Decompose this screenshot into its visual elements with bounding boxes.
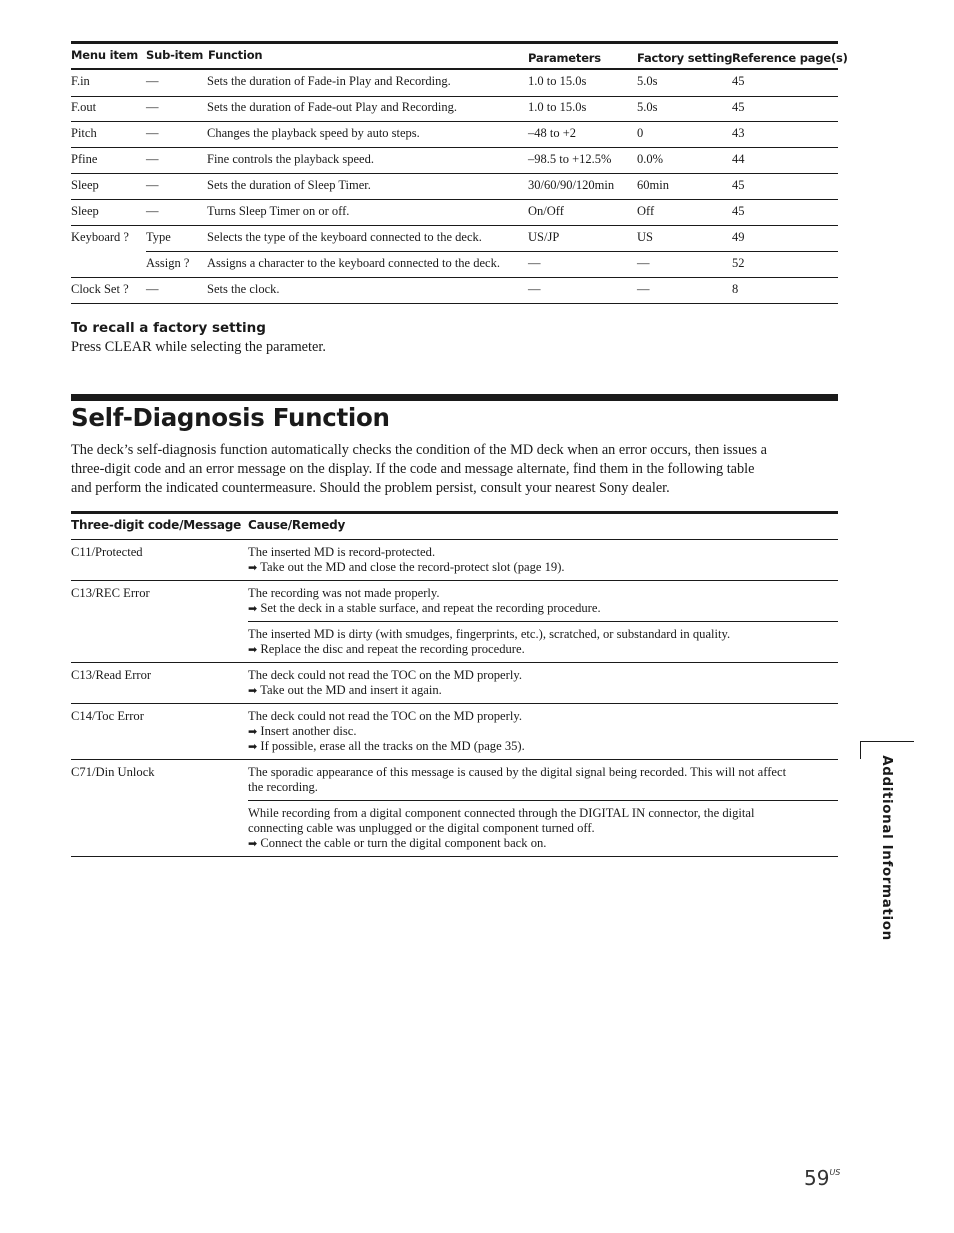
- remedy-text: Set the deck in a stable surface, and repeat the recording procedure.: [260, 601, 601, 615]
- intro-line: The deck’s self-diagnosis function automatically checks the condition of the MD deck when an error occurs, then issues a: [71, 442, 767, 458]
- code-cell: C13/Read Error: [71, 668, 152, 682]
- function-cell: Fine controls the playback speed.: [207, 152, 374, 166]
- function-cell: Sets the duration of Sleep Timer.: [207, 178, 371, 192]
- remedy-line: [248, 739, 525, 754]
- factory-cell: US: [637, 230, 653, 244]
- reference-cell: 45: [732, 100, 745, 114]
- function-cell: Sets the clock.: [207, 282, 280, 296]
- remedy-text: Connect the cable or turn the digital component back on.: [260, 836, 547, 850]
- subitem-cell: —: [146, 152, 159, 166]
- function-cell: Sets the duration of Fade-out Play and Recording.: [207, 100, 457, 114]
- remedy-text: Insert another disc.: [260, 724, 357, 738]
- remedy-line: [248, 642, 525, 657]
- function-cell: Selects the type of the keyboard connected to the deck.: [207, 230, 482, 244]
- factory-recall-text: Press CLEAR while selecting the parameter.: [71, 339, 326, 355]
- subitem-cell: Type: [146, 230, 171, 244]
- arrow-right-icon: ➡: [248, 602, 258, 615]
- intro-line: and perform the indicated countermeasure. Should the problem persist, consult your nearest Sony dealer.: [71, 480, 670, 496]
- reference-cell: 45: [732, 178, 745, 192]
- parameters-cell: 30/60/90/120min: [528, 178, 615, 192]
- arrow-right-icon: ➡: [248, 561, 258, 574]
- parameters-cell: —: [528, 256, 541, 270]
- code-cell: C11/Protected: [71, 545, 143, 559]
- function-cell: Changes the playback speed by auto steps.: [207, 126, 420, 140]
- arrow-right-icon: ➡: [248, 740, 258, 753]
- row-rule: [71, 277, 838, 278]
- cause-cell: The inserted MD is dirty (with smudges, fingerprints, etc.), scratched, or substandard in quality.: [248, 627, 731, 641]
- col-header-reference-pages: Reference page(s): [732, 51, 848, 65]
- row-rule: [146, 251, 838, 252]
- reference-cell: 8: [732, 282, 739, 296]
- col-header-cause: Cause/Remedy: [248, 518, 346, 532]
- col-header-sub-item: Sub-item: [146, 48, 204, 62]
- row-rule: [71, 173, 838, 174]
- side-tab-rule: [860, 741, 914, 742]
- parameters-cell: 1.0 to 15.0s: [528, 100, 587, 114]
- section-thick-rule: [71, 394, 838, 401]
- diag-row-rule: [71, 759, 838, 760]
- factory-cell: 0: [637, 126, 644, 140]
- menu-cell: F.out: [71, 100, 97, 114]
- diag-subrow-rule: [248, 621, 838, 622]
- factory-cell: Off: [637, 204, 655, 218]
- subitem-cell: —: [146, 282, 159, 296]
- menu-cell: Clock Set ?: [71, 282, 129, 296]
- diag-subrow-rule: [248, 800, 838, 801]
- subitem-cell: Assign ?: [146, 256, 190, 270]
- reference-cell: 45: [732, 74, 745, 88]
- parameters-cell: —: [528, 282, 541, 296]
- reference-cell: 49: [732, 230, 745, 244]
- subitem-cell: —: [146, 100, 159, 114]
- row-rule: [71, 199, 838, 200]
- function-cell: Turns Sleep Timer on or off.: [207, 204, 350, 218]
- factory-cell: —: [637, 282, 650, 296]
- remedy-text: Take out the MD and insert it again.: [260, 683, 442, 697]
- intro-paragraph: [71, 441, 846, 498]
- cause-cell: The deck could not read the TOC on the MD properly.: [248, 668, 522, 682]
- side-tab-label: Additional Information: [879, 755, 895, 941]
- subitem-cell: —: [146, 204, 159, 218]
- remedy-line: [248, 560, 565, 575]
- subitem-cell: —: [146, 178, 159, 192]
- diag-row-rule: [71, 703, 838, 704]
- cause-cell: The recording was not made properly.: [248, 586, 440, 600]
- factory-cell: 0.0%: [637, 152, 664, 166]
- menu-cell: F.in: [71, 74, 90, 88]
- factory-cell: 5.0s: [637, 74, 658, 88]
- table-bottom-rule: [71, 303, 838, 304]
- cause-cell: [248, 765, 786, 795]
- menu-cell: Pfine: [71, 152, 98, 166]
- top-thick-rule: [71, 41, 838, 44]
- diag-top-rule: [71, 511, 838, 514]
- remedy-line: [248, 836, 546, 851]
- cause-line: the recording.: [248, 780, 318, 794]
- page-number: [804, 1166, 840, 1190]
- remedy-text: If possible, erase all the tracks on the MD (page 35).: [260, 739, 525, 753]
- remedy-text: Take out the MD and close the record-protect slot (page 19).: [260, 560, 565, 574]
- menu-cell: Keyboard ?: [71, 230, 129, 244]
- menu-cell: Pitch: [71, 126, 97, 140]
- header-rule: [71, 68, 838, 70]
- col-header-code: Three-digit code/Message: [71, 518, 242, 532]
- diag-row-rule: [71, 662, 838, 663]
- subitem-cell: —: [146, 74, 159, 88]
- col-header-parameters: Parameters: [528, 51, 601, 65]
- page-number-value: 59: [804, 1166, 830, 1190]
- intro-line: three-digit code and an error message on the display. If the code and message alternate, find them in the following table: [71, 461, 755, 477]
- row-rule: [71, 147, 838, 148]
- diag-bottom-rule: [71, 856, 838, 857]
- reference-cell: 52: [732, 256, 745, 270]
- col-header-menu-item: Menu item: [71, 48, 139, 62]
- arrow-right-icon: ➡: [248, 643, 258, 656]
- parameters-cell: 1.0 to 15.0s: [528, 74, 587, 88]
- cause-cell: [248, 806, 755, 836]
- reference-cell: 45: [732, 204, 745, 218]
- cause-line: While recording from a digital component connected through the DIGITAL IN connector, the digital: [248, 806, 755, 820]
- row-rule: [71, 121, 838, 122]
- arrow-right-icon: ➡: [248, 725, 258, 738]
- col-header-function: Function: [208, 48, 263, 62]
- arrow-right-icon: ➡: [248, 684, 258, 697]
- cause-cell: The inserted MD is record-protected.: [248, 545, 436, 559]
- side-tab-tick: [860, 741, 861, 759]
- diag-header-rule: [71, 539, 838, 540]
- reference-cell: 43: [732, 126, 745, 140]
- code-cell: C71/Din Unlock: [71, 765, 155, 779]
- cause-cell: The deck could not read the TOC on the MD properly.: [248, 709, 522, 723]
- remedy-line: [248, 683, 442, 698]
- remedy-line: [248, 724, 357, 739]
- factory-cell: 60min: [637, 178, 669, 192]
- col-header-factory-setting: Factory setting: [637, 51, 733, 65]
- cause-line: The sporadic appearance of this message is caused by the digital signal being recorded. This will not affect: [248, 765, 787, 779]
- factory-recall-title: To recall a factory setting: [71, 320, 266, 336]
- diag-row-rule: [71, 580, 838, 581]
- menu-cell: Sleep: [71, 178, 99, 192]
- cause-line: connecting cable was unplugged or the digital component turned off.: [248, 821, 595, 835]
- row-rule: [71, 225, 838, 226]
- arrow-right-icon: ➡: [248, 837, 258, 850]
- parameters-cell: –48 to +2: [528, 126, 577, 140]
- page-number-suffix: US: [829, 1168, 841, 1177]
- menu-cell: Sleep: [71, 204, 99, 218]
- function-cell: Sets the duration of Fade-in Play and Recording.: [207, 74, 451, 88]
- function-cell: Assigns a character to the keyboard connected to the deck.: [207, 256, 500, 270]
- remedy-line: [248, 601, 601, 616]
- code-cell: C14/Toc Error: [71, 709, 144, 723]
- parameters-cell: On/Off: [528, 204, 564, 218]
- code-cell: C13/REC Error: [71, 586, 150, 600]
- subitem-cell: —: [146, 126, 159, 140]
- parameters-cell: US/JP: [528, 230, 560, 244]
- section-title: Self-Diagnosis Function: [71, 403, 390, 432]
- factory-cell: —: [637, 256, 650, 270]
- factory-cell: 5.0s: [637, 100, 658, 114]
- reference-cell: 44: [732, 152, 745, 166]
- remedy-text: Replace the disc and repeat the recording procedure.: [260, 642, 525, 656]
- row-rule: [71, 96, 838, 97]
- parameters-cell: –98.5 to +12.5%: [528, 152, 612, 166]
